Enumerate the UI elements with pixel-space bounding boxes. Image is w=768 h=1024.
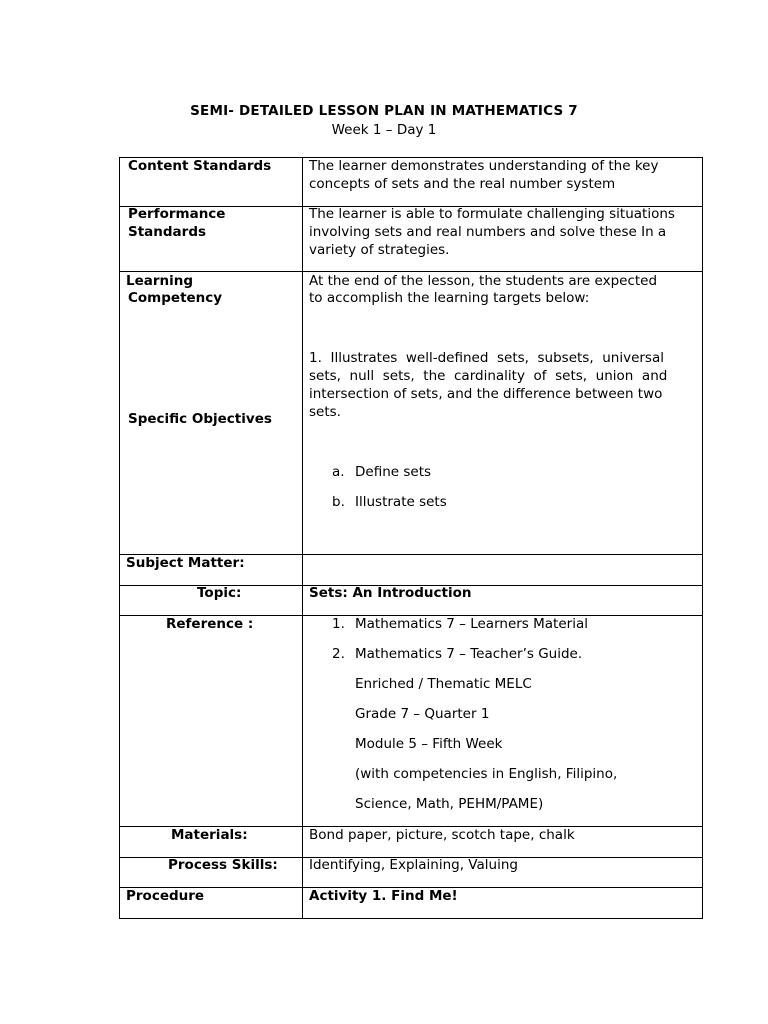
performance-standards-label: Performance <box>128 206 226 222</box>
content-standards-label: Content Standards <box>128 158 272 174</box>
column-divider <box>302 157 303 919</box>
process-skills-label: Process Skills: <box>168 857 278 873</box>
reference-extra-line: Enriched / Thematic MELC <box>355 676 532 692</box>
procedure-label: Procedure <box>126 888 205 904</box>
learning-competency-intro: to accomplish the learning targets below: <box>309 290 590 306</box>
learning-competency-intro: At the end of the lesson, the students are expected <box>309 273 658 289</box>
specific-objectives-label: Specific Objectives <box>128 411 272 427</box>
performance-standards-line: involving sets and real numbers and solve these In a <box>309 224 667 240</box>
topic-label: Topic: <box>197 585 242 601</box>
objective-line: sets. <box>309 404 341 420</box>
performance-standards-label: Standards <box>128 224 207 240</box>
table-border-left <box>119 157 120 919</box>
reference-item-marker: 2. <box>332 646 345 662</box>
reference-extra-line: Module 5 – Fifth Week <box>355 736 503 752</box>
sub-item-text: Illustrate sets <box>355 494 447 510</box>
reference-item-text: Mathematics 7 – Teacher’s Guide. <box>355 646 583 662</box>
reference-extra-line: Science, Math, PEHM/PAME) <box>355 796 544 812</box>
reference-item-marker: 1. <box>332 616 345 632</box>
content-standards-line: concepts of sets and the real number system <box>309 176 616 192</box>
performance-standards-line: The learner is able to formulate challenging situations <box>309 206 675 222</box>
table-border-right <box>702 157 703 919</box>
materials-value: Bond paper, picture, scotch tape, chalk <box>309 827 575 843</box>
sub-item-text: Define sets <box>355 464 432 480</box>
performance-standards-line: variety of strategies. <box>309 242 450 258</box>
learning-competency-label: Competency <box>128 290 223 306</box>
process-skills-value: Identifying, Explaining, Valuing <box>309 857 518 873</box>
materials-label: Materials: <box>171 827 248 843</box>
sub-item-marker: a. <box>332 464 345 480</box>
document-subtitle: Week 1 – Day 1 <box>331 122 437 138</box>
content-standards-line: The learner demonstrates understanding of the key <box>309 158 659 174</box>
topic-value: Sets: An Introduction <box>309 585 472 601</box>
objective-line: intersection of sets, and the difference between two <box>309 386 663 402</box>
subject-matter-label: Subject Matter: <box>126 555 245 571</box>
objective-line: sets, null sets, the cardinality of sets, union and <box>309 368 668 384</box>
table-border-bottom <box>119 918 703 919</box>
learning-competency-label: Learning <box>126 273 194 289</box>
document-title: SEMI- DETAILED LESSON PLAN IN MATHEMATICS 7 <box>190 103 578 119</box>
objective-line: 1. Illustrates well-defined sets, subsets, universal <box>309 350 664 366</box>
reference-label: Reference : <box>166 616 254 632</box>
reference-extra-line: Grade 7 – Quarter 1 <box>355 706 490 722</box>
procedure-value: Activity 1. Find Me! <box>309 888 458 904</box>
reference-extra-line: (with competencies in English, Filipino, <box>355 766 618 782</box>
reference-item-text: Mathematics 7 – Learners Material <box>355 616 588 632</box>
sub-item-marker: b. <box>332 494 345 510</box>
